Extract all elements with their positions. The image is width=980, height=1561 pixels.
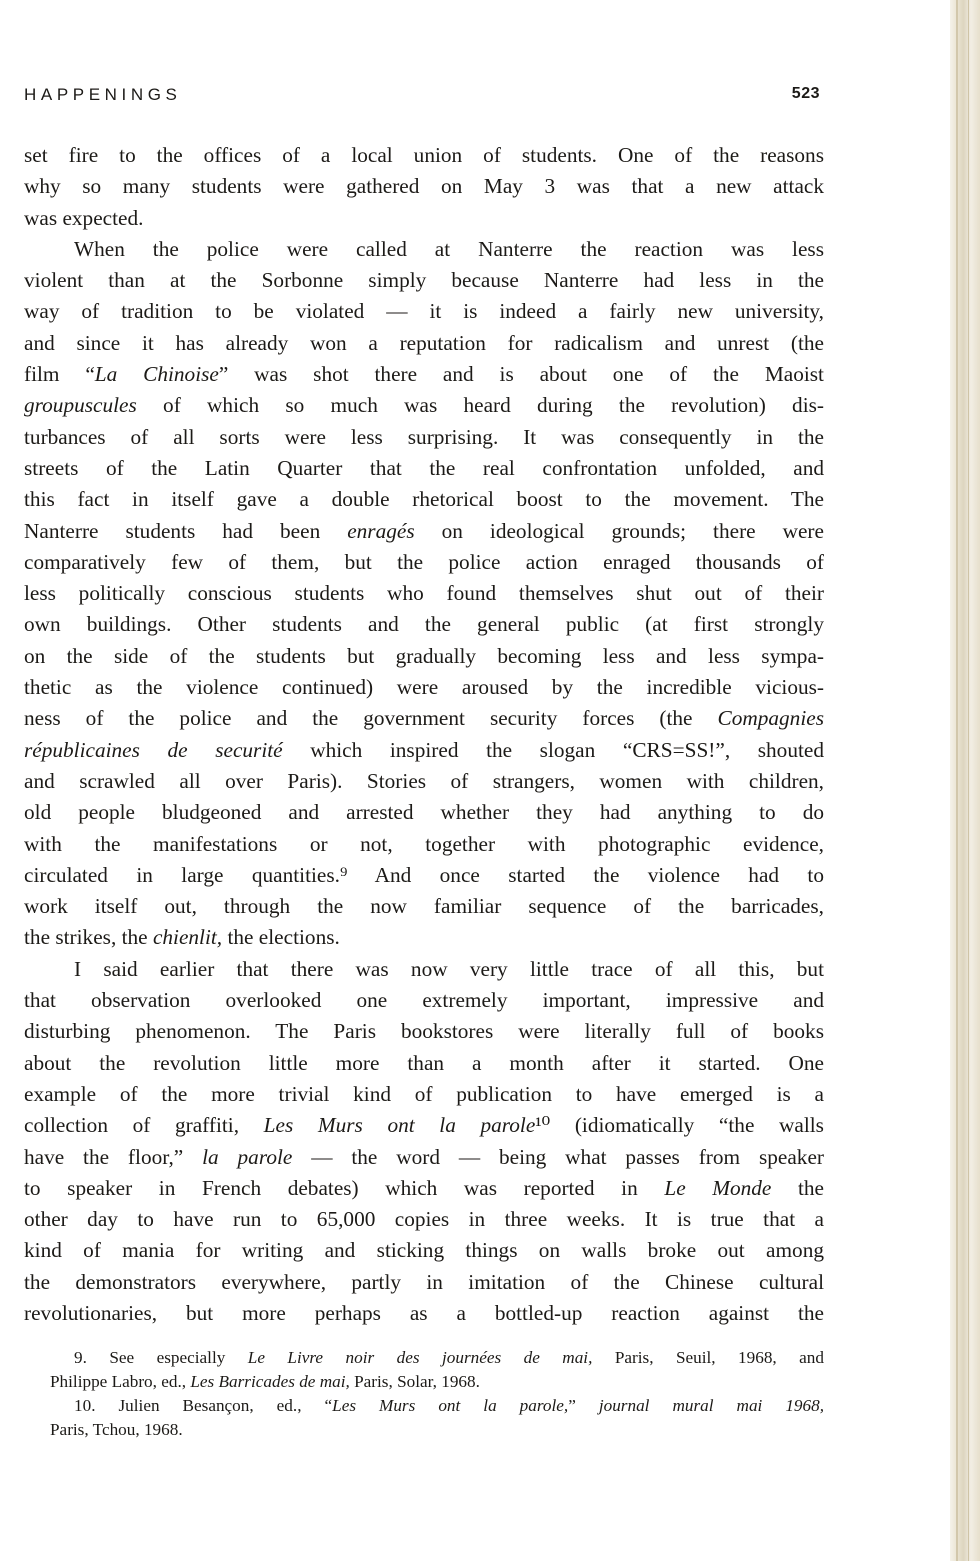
text-line: own buildings. Other students and the general public (at first strongly	[24, 612, 824, 637]
text-line: streets of the Latin Quarter that the real confrontation unfolded, and	[24, 455, 824, 480]
text-line: revolutionaries, but more perhaps as a bottled-up reaction against the	[24, 1300, 824, 1325]
running-head	[24, 85, 820, 109]
text-line: example of the more trivial kind of publication to have emerged is a	[24, 1081, 824, 1106]
text-line: to speaker in French debates) which was reported in Le Monde the	[24, 1175, 825, 1200]
footnote-line: Paris, Tchou, 1968.	[50, 1420, 183, 1439]
text-line: circulated in large quantities.⁹ And once started the violence had to	[24, 862, 824, 887]
text-line: why so many students were gathered on May 3 was that a new attack	[24, 174, 824, 199]
text-line: thetic as the violence continued) were aroused by the incredible vicious-	[24, 675, 824, 700]
text-line: kind of mania for writing and sticking things on walls broke out among	[24, 1238, 824, 1263]
text-line: that observation overlooked one extremely important, impressive and	[24, 988, 824, 1013]
text-line: républicaines de securité which inspired the slogan “CRS=SS!”, shouted	[24, 737, 824, 762]
text-line: way of tradition to be violated — it is indeed a fairly new university,	[24, 299, 824, 324]
running-title: HAPPENINGS	[24, 85, 182, 104]
text-line: Nanterre students had been enragés on ideological grounds; there were	[24, 518, 824, 543]
footnotes	[50, 1346, 824, 1442]
text-line: groupuscules of which so much was heard during the revolution) dis-	[24, 393, 824, 418]
text-line: and scrawled all over Paris). Stories of strangers, women with children,	[24, 768, 824, 793]
text-line: and since it has already won a reputation for radicalism and unrest (the	[24, 330, 824, 355]
text-line: film “La Chinoise” was shot there and is about one of the Maoist	[24, 362, 824, 387]
text-line: other day to have run to 65,000 copies in three weeks. It is true that a	[24, 1207, 824, 1232]
page-edge	[950, 0, 980, 1561]
text-line: less politically conscious students who found themselves shut out of their	[24, 581, 824, 606]
text-line: I said earlier that there was now very little trace of all this, but	[74, 956, 824, 981]
text-line: with the manifestations or not, together with photographic evidence,	[24, 831, 824, 856]
text-line: on the side of the students but gradually becoming less and less sympa-	[24, 643, 824, 668]
footnote-line: Philippe Labro, ed., Les Barricades de mai, Paris, Solar, 1968.	[50, 1372, 480, 1391]
text-line: have the floor,” la parole — the word — being what passes from speaker	[24, 1144, 824, 1169]
page-number: 523	[791, 85, 820, 102]
text-line: was expected.	[24, 205, 144, 230]
text-line: about the revolution little more than a month after it started. One	[24, 1050, 824, 1075]
text-line: When the police were called at Nanterre the reaction was less	[74, 236, 824, 261]
text-line: disturbing phenomenon. The Paris bookstores were literally full of books	[24, 1019, 824, 1044]
text-line: collection of graffiti, Les Murs ont la parole¹⁰ (idiomatically “the walls	[24, 1113, 824, 1138]
text-line: the strikes, the chienlit, the elections.	[24, 925, 340, 950]
text-line: violent than at the Sorbonne simply because Nanterre had less in the	[24, 268, 824, 293]
text-line: this fact in itself gave a double rhetorical boost to the movement. The	[24, 487, 824, 512]
footnote-line: 9. See especially Le Livre noir des journées de mai, Paris, Seuil, 1968, and	[74, 1348, 824, 1367]
text-line: the demonstrators everywhere, partly in imitation of the Chinese cultural	[24, 1269, 824, 1294]
text-line: set fire to the offices of a local union of students. One of the reasons	[24, 143, 824, 167]
text-line: turbances of all sorts were less surprising. It was consequently in the	[24, 424, 824, 449]
text-line: old people bludgeoned and arrested whether they had anything to do	[24, 800, 824, 825]
text-line: comparatively few of them, but the police action enraged thousands of	[24, 549, 824, 574]
text-line: work itself out, through the now familiar sequence of the barricades,	[24, 894, 824, 919]
footnote-line: 10. Julien Besançon, ed., “Les Murs ont la parole,” journal mural mai 1968,	[74, 1396, 824, 1415]
text-line: ness of the police and the government security forces (the Compagnies	[24, 706, 824, 731]
body-text	[24, 140, 824, 1329]
